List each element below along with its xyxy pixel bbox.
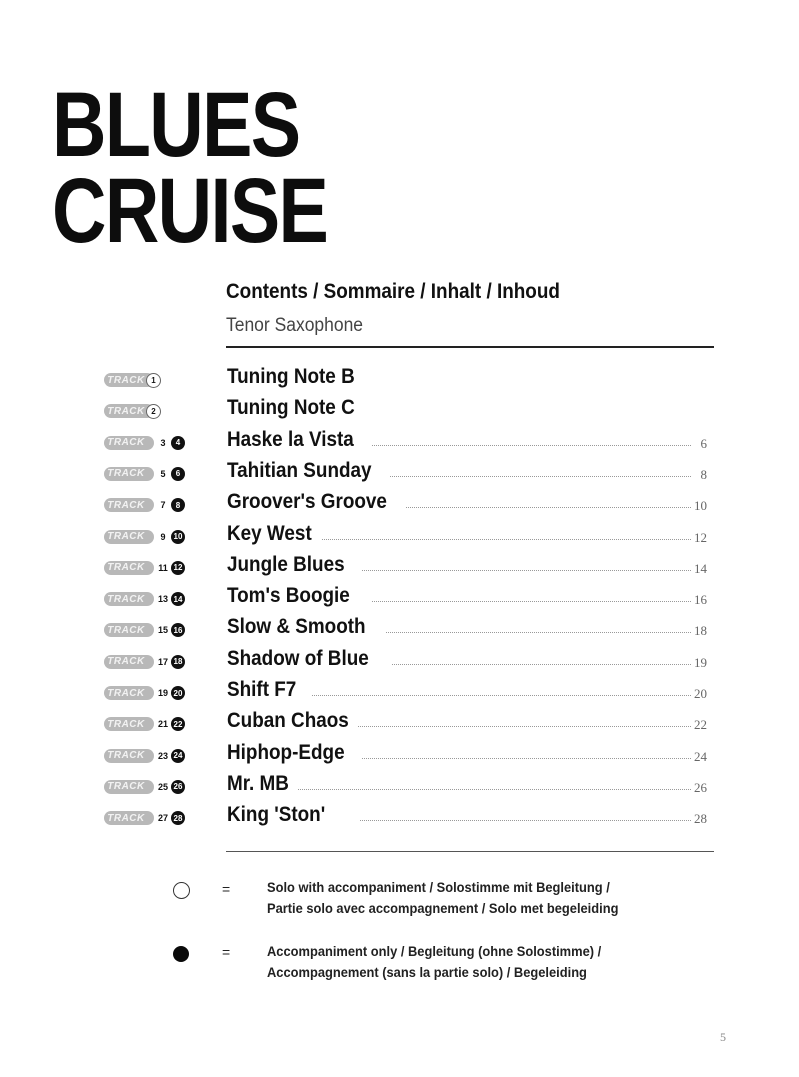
dot-leader [312,695,691,696]
page-ref: 8 [700,466,707,482]
track-label: TRACK [104,780,154,794]
solo-track-number: 21 [157,719,168,730]
accompaniment-track-number: 8 [171,498,185,512]
track-badge [104,623,185,637]
track-badge [104,530,185,544]
track-label: TRACK [104,467,154,481]
solo-track-number: 27 [157,813,168,824]
legend-accomp-text [267,941,601,983]
song-title: Jungle Blues [227,552,345,576]
accompaniment-track-number: 10 [171,530,185,544]
legend-equals-solo: = [222,881,231,897]
dot-leader [372,601,691,602]
song-title: Tuning Note B [227,365,355,388]
solo-track-number: 13 [157,594,168,605]
page-ref: 19 [694,654,707,670]
track-label: TRACK [104,655,154,669]
song-title: Tahitian Sunday [227,458,372,482]
track-badge [104,717,185,731]
track-label: TRACK [104,436,154,450]
track-badge [104,467,185,481]
solo-track-number: 17 [157,656,168,667]
accompaniment-track-number: 22 [171,717,185,731]
song-title: Shadow of Blue [227,646,369,670]
dot-leader [390,476,691,477]
toc-row [0,364,799,395]
track-label: TRACK [104,404,154,418]
filled-circle-icon [173,946,189,962]
track-badge [104,749,185,763]
track-label: TRACK [104,623,154,637]
toc-row [0,521,799,552]
page-number: 5 [720,1030,726,1044]
solo-track-number: 19 [157,688,168,698]
dot-leader [298,789,691,790]
song-title: Haske la Vista [227,427,354,451]
accompaniment-track-number: 20 [171,686,185,700]
track-label: TRACK [104,811,154,825]
accompaniment-track-number: 6 [171,467,185,481]
solo-track-number: 3 [160,437,166,448]
track-badge [104,436,185,450]
track-label: TRACK [104,373,154,387]
accompaniment-track-number: 28 [171,811,185,825]
track-label: TRACK [104,498,154,512]
song-title: Key West [227,521,312,545]
accompaniment-track-number: 4 [171,436,185,450]
accompaniment-track-number: 12 [171,561,185,575]
instrument-label: Tenor Saxophone [226,315,364,336]
track-label: TRACK [104,686,154,700]
accompaniment-track-number: 14 [171,592,185,606]
toc-row [0,677,799,708]
page-ref: 22 [694,717,707,733]
solo-track-number: 15 [157,625,168,636]
track-badge [104,780,185,794]
book-title [52,74,328,262]
song-title: Tom's Boogie [227,584,350,608]
track-badge [104,686,185,700]
solo-track-number: 2 [146,404,161,419]
track-label: TRACK [104,749,154,763]
open-circle-icon [173,882,190,899]
track-badge [104,561,185,575]
accompaniment-track-number: 18 [171,655,185,669]
song-title: Tuning Note C [227,396,355,420]
toc-row [0,583,799,614]
track-badge [104,404,161,418]
track-badge [104,592,185,606]
dot-leader [322,539,691,540]
song-title: Cuban Chaos [227,709,349,733]
legend-accomp-line-1: Accompaniment only / Begleitung (ohne Solostimme) / [267,943,602,959]
song-title: Groover's Groove [227,490,387,514]
toc-row [0,614,799,645]
page-ref: 28 [694,811,707,827]
title-line-2: CRUISE [52,160,328,262]
toc-row [0,395,799,426]
solo-track-number: 5 [160,468,166,479]
track-label: TRACK [104,717,154,731]
accompaniment-track-number: 26 [171,780,185,794]
accompaniment-track-number: 16 [171,623,185,637]
solo-track-number: 7 [160,500,166,511]
legend-accomp-line-2: Accompagnement (sans la partie solo) / Begeleiding [267,964,587,980]
page-ref: 12 [694,529,707,545]
legend-equals-accomp: = [222,944,231,960]
song-title: King 'Ston' [227,803,326,827]
dot-leader [406,507,691,508]
top-divider [226,346,714,348]
dot-leader [392,664,691,665]
title-line-1: BLUES [52,74,300,176]
bottom-divider [226,851,714,852]
dot-leader [372,445,691,446]
toc-row [0,427,799,458]
page-ref: 24 [694,748,707,764]
legend-solo-line-1: Solo with accompaniment / Solostimme mit Begleitung / [267,879,610,895]
toc-row [0,771,799,802]
dot-leader [360,820,691,821]
song-title: Mr. MB [227,771,289,795]
track-label: TRACK [104,530,154,544]
track-badge [104,373,161,387]
legend-solo-text [267,877,618,919]
page-ref: 26 [694,779,707,795]
solo-track-number: 25 [157,781,168,792]
toc-row [0,489,799,520]
toc-row [0,458,799,489]
track-badge [104,811,185,825]
song-title: Shift F7 [227,678,297,701]
toc-row [0,708,799,739]
page-ref: 20 [694,686,707,701]
page-ref: 6 [700,435,707,451]
toc-row [0,552,799,583]
page-ref: 18 [694,623,707,639]
dot-leader [386,632,691,633]
solo-track-number: 23 [157,750,168,761]
song-title: Hiphop-Edge [227,740,345,764]
toc-row [0,802,799,833]
solo-track-number: 1 [146,373,161,388]
page-ref: 10 [694,498,707,514]
page-ref: 14 [694,560,707,576]
track-label: TRACK [104,561,154,575]
page-ref: 16 [694,592,707,608]
accompaniment-track-number: 24 [171,749,185,763]
dot-leader [362,570,691,571]
dot-leader [358,726,691,727]
solo-track-number: 11 [158,562,168,573]
contents-heading: Contents / Sommaire / Inhalt / Inhoud [226,280,560,303]
song-title: Slow & Smooth [227,615,366,639]
toc-row [0,646,799,677]
track-label: TRACK [104,592,154,606]
track-badge [104,498,185,512]
track-badge [104,655,185,669]
solo-track-number: 9 [160,531,166,542]
legend-solo-line-2: Partie solo avec accompagnement / Solo met begeleiding [267,900,619,916]
toc-row [0,740,799,771]
dot-leader [362,758,691,759]
